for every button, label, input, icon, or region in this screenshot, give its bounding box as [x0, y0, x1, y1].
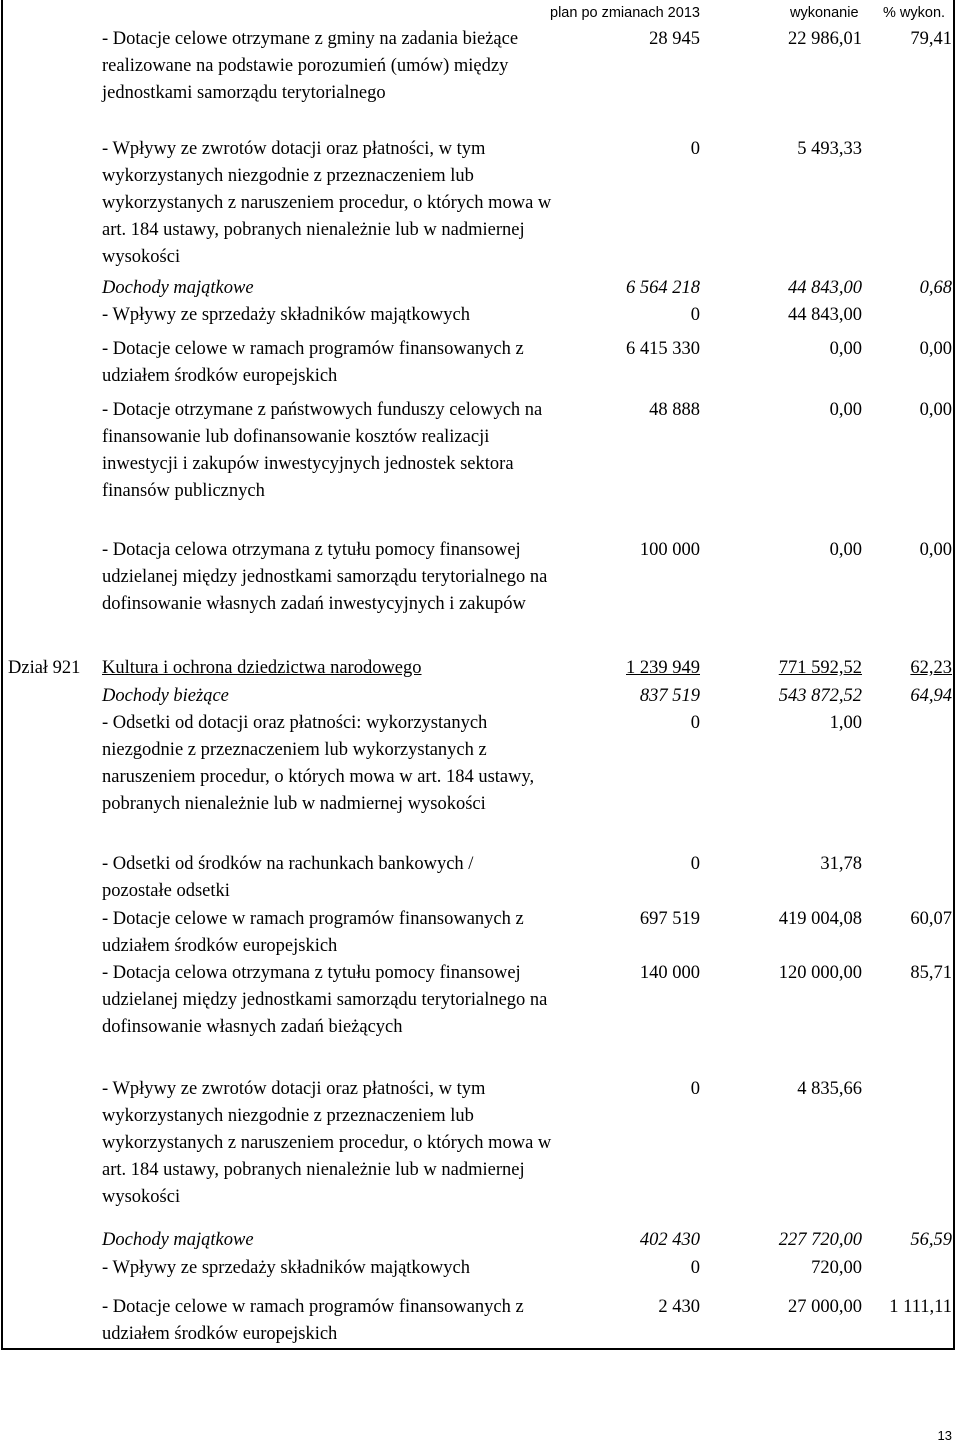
row-plan: 402 430: [639, 1230, 700, 1250]
row-plan: 0: [690, 1079, 700, 1099]
row-plan: 6 564 218: [626, 278, 700, 298]
section-heading: Dochody majątkowe: [102, 278, 254, 298]
row-wykonanie: 720,00: [811, 1258, 862, 1278]
row-procent: 60,07: [910, 909, 952, 929]
page-number: 13: [937, 1428, 952, 1443]
row-wykonanie: 227 720,00: [778, 1230, 862, 1250]
row-wykonanie: 44 843,00: [788, 278, 862, 298]
dzial-procent: 62,23: [910, 658, 952, 678]
dzial-wykonanie: 771 592,52: [778, 658, 862, 678]
header-wykonanie: wykonanie: [790, 5, 859, 21]
row-plan: 837 519: [639, 686, 700, 706]
row-procent: 1 111,11: [889, 1297, 952, 1317]
dzial-name: Kultura i ochrona dziedzictwa narodowego: [102, 658, 422, 678]
section-heading: Dochody bieżące: [102, 686, 229, 706]
row-procent: 0,68: [919, 278, 952, 298]
row-wykonanie: 5 493,33: [797, 139, 862, 159]
row-text: - Dotacja celowa otrzymana z tytułu pomocy finansowej udzielanej między jednostkami samorządu terytorialnego na dofinsowanie własnych zadań bieżących: [102, 963, 548, 1037]
row-text: - Dotacje celowe w ramach programów finansowanych z udziałem środków europejskich: [102, 909, 524, 956]
dzial-label: Dział 921: [8, 658, 81, 678]
row-plan: 0: [690, 139, 700, 159]
row-text: - Dotacje otrzymane z państwowych funduszy celowych na finansowanie lub dofinansowanie kosztów realizacji inwestycji i zakupów inwestycyjnych jednostek sektora finansów publicznych: [102, 400, 543, 501]
row-wykonanie: 419 004,08: [778, 909, 862, 929]
row-plan: 48 888: [649, 400, 700, 420]
row-text: - Dotacje celowe w ramach programów finansowanych z udziałem środków europejskich: [102, 1297, 524, 1344]
row-procent: 79,41: [910, 29, 952, 49]
row-wykonanie: 0,00: [829, 339, 862, 359]
header-procent: % wykon.: [883, 5, 946, 21]
row-plan: 28 945: [649, 29, 700, 49]
row-plan: 0: [690, 1258, 700, 1278]
row-procent: 0,00: [919, 339, 952, 359]
row-plan: 0: [690, 854, 700, 874]
row-plan: 2 430: [658, 1297, 700, 1317]
dzial-plan: 1 239 949: [626, 658, 700, 678]
row-text: - Wpływy ze sprzedaży składników majątkowych: [102, 305, 471, 325]
section-heading: Dochody majątkowe: [102, 1230, 254, 1250]
row-wykonanie: 0,00: [829, 540, 862, 560]
row-wykonanie: 31,78: [820, 854, 862, 874]
header-plan: plan po zmianach 2013: [550, 5, 700, 21]
row-text: - Wpływy ze sprzedaży składników majątkowych: [102, 1258, 471, 1278]
row-text: - Dotacje celowe otrzymane z gminy na zadania bieżące realizowane na podstawie porozumień (umów) między jednostkami samorządu terytorialnego: [102, 29, 519, 103]
row-procent: 0,00: [919, 540, 952, 560]
row-wykonanie: 120 000,00: [778, 963, 862, 983]
row-procent: 85,71: [910, 963, 952, 983]
row-text: - Dotacje celowe w ramach programów finansowanych z udziałem środków europejskich: [102, 339, 524, 386]
row-plan: 0: [690, 713, 700, 733]
row-plan: 6 415 330: [626, 339, 700, 359]
row-wykonanie: 543 872,52: [778, 686, 862, 706]
row-wykonanie: 44 843,00: [788, 305, 862, 325]
row-wykonanie: 27 000,00: [788, 1297, 862, 1317]
row-plan: 697 519: [639, 909, 700, 929]
row-wykonanie: 4 835,66: [797, 1079, 862, 1099]
row-wykonanie: 22 986,01: [788, 29, 862, 49]
row-wykonanie: 1,00: [829, 713, 862, 733]
row-procent: 64,94: [910, 686, 952, 706]
row-procent: 56,59: [910, 1230, 952, 1250]
row-text: - Wpływy ze zwrotów dotacji oraz płatności, w tym wykorzystanych niezgodnie z przeznaczeniem lub wykorzystanych z naruszeniem procedur, o których mowa w art. 184 ustawy, pobranych nienależnie lub w nadmiernej wysokości: [102, 1079, 552, 1207]
row-plan: 140 000: [639, 963, 700, 983]
row-procent: 0,00: [919, 400, 952, 420]
row-plan: 100 000: [639, 540, 700, 560]
row-text: - Wpływy ze zwrotów dotacji oraz płatności, w tym wykorzystanych niezgodnie z przeznaczeniem lub wykorzystanych z naruszeniem procedur, o których mowa w art. 184 ustawy, pobranych nienależnie lub w nadmiernej wysokości: [102, 139, 552, 267]
row-wykonanie: 0,00: [829, 400, 862, 420]
row-text: - Odsetki od środków na rachunkach bankowych / pozostałe odsetki: [102, 854, 474, 901]
row-text: - Dotacja celowa otrzymana z tytułu pomocy finansowej udzielanej między jednostkami samorządu terytorialnego na dofinsowanie własnych zadań inwestycyjnych i zakupów: [102, 540, 548, 614]
row-text: - Odsetki od dotacji oraz płatności: wykorzystanych niezgodnie z przeznaczeniem lub wykorzystanych z naruszeniem procedur, o których mowa w art. 184 ustawy, pobranych nienależnie lub w nadmiernej wysokości: [102, 713, 535, 814]
row-plan: 0: [690, 305, 700, 325]
